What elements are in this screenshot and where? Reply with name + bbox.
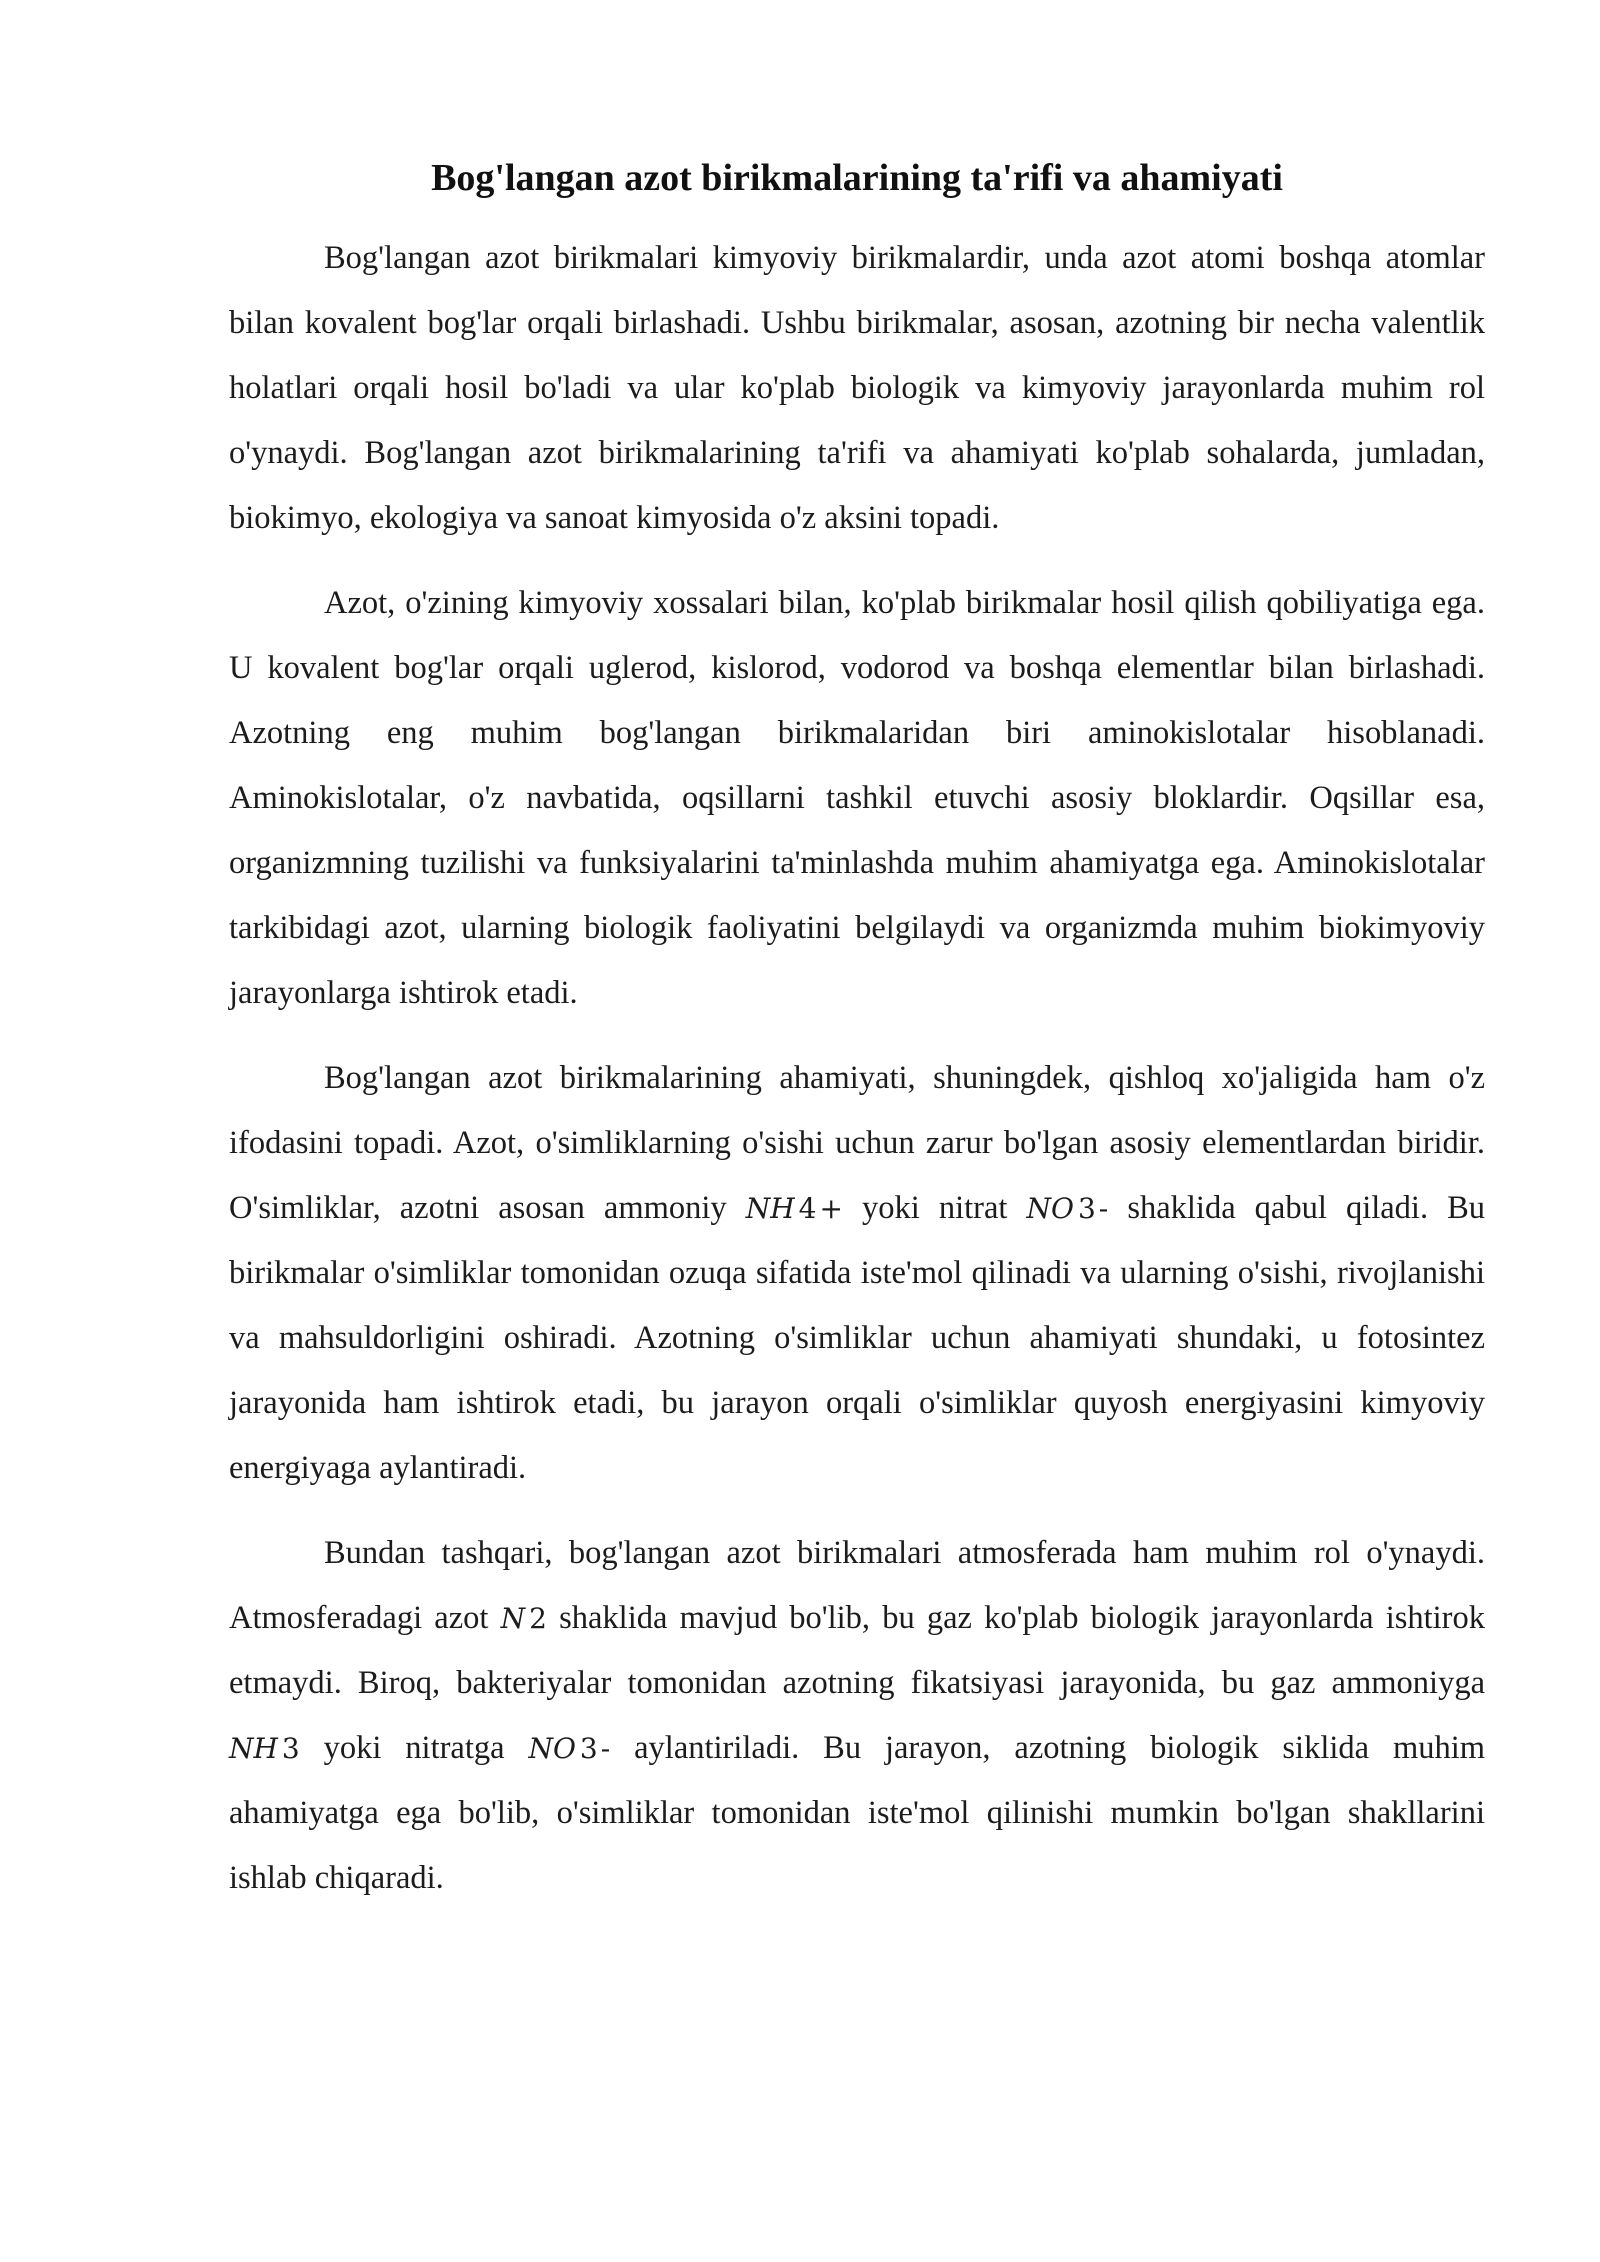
formula-ammonium bbox=[746, 1192, 843, 1225]
formula-ammonia bbox=[229, 1732, 300, 1765]
document-title: Bog'langan azot birikmalarining ta'rifi va ahamiyati bbox=[431, 157, 1283, 199]
paragraph-4-text-1: Bundan tashqari, bog'langan azot birikmalari atmosferada ham muhim rol o'ynaydi. Atmosferadagi azot bbox=[229, 1535, 1485, 1636]
paragraph-3-text-3: shaklida qabul qiladi. Bu birikmalar o'simliklar tomonidan ozuqa sifatida iste'mol qilinadi va ularning o'sishi, rivojlanishi va mahsuldorligini oshiradi. Azotning o'simliklar uchun ahamiyati shundaki, u fotosintez jarayonida ham ishtirok etadi, bu jarayon orqali o'simliklar quyosh energiyasini kimyoviy energiyaga aylantiradi. bbox=[229, 1190, 1486, 1486]
document-body bbox=[229, 150, 1485, 1931]
paragraph-3-text-1: Bog'langan azot birikmalarining ahamiyati, shuningdek, qishloq xo'jaligida ham o'z ifodasini topadi. Azot, o'simliklarning o'sishi uchun zarur bo'lgan asosiy elementlardan biridir. O'simliklar, azotni asosan ammoniy bbox=[229, 1060, 1485, 1226]
formula-nitrate-2 bbox=[528, 1732, 610, 1765]
formula-nitrogen bbox=[501, 1602, 547, 1635]
formula-ammonium-symbol: NH bbox=[745, 1192, 795, 1225]
formula-ammonia-index: 3 bbox=[281, 1732, 300, 1765]
paragraph-1: Bog'langan azot birikmalari kimyoviy birikmalardir, unda azot atomi boshqa atomlar bilan kovalent bog'lar orqali birlashadi. Ushbu birikmalar, asosan, azotning bir necha valentlik holatlari orqali hosil bo'ladi va ular ko'plab biologik va kimyoviy jarayonlarda muhim rol o'ynaydi. Bog'langan azot birikmalarining ta'rifi va ahamiyati ko'plab sohalarda, jumladan, biokimyo, ekologiya va sanoat kimyosida o'z aksini topadi. bbox=[229, 240, 1485, 536]
formula-ammonium-index: 4 bbox=[798, 1192, 817, 1225]
paragraph-4 bbox=[229, 1521, 1485, 1911]
formula-nitrate-index: 3 bbox=[1077, 1192, 1096, 1225]
formula-nitrate-2-symbol: NO bbox=[528, 1732, 576, 1765]
formula-ammonium-charge: + bbox=[819, 1192, 843, 1225]
formula-nitrate bbox=[1027, 1192, 1109, 1225]
paragraph-3 bbox=[229, 1046, 1485, 1501]
formula-nitrate-2-charge: - bbox=[600, 1732, 611, 1765]
formula-nitrate-symbol: NO bbox=[1026, 1192, 1074, 1225]
paragraph-4-text-2: shaklida mavjud bo'lib, bu gaz ko'plab biologik jarayonlarda ishtirok etmaydi. Biroq, bakteriyalar tomonidan azotning fikatsiyasi jarayonida, bu gaz ammoniyga bbox=[229, 1600, 1486, 1701]
formula-nitrogen-index: 2 bbox=[529, 1602, 547, 1635]
formula-ammonia-symbol: NH bbox=[229, 1732, 278, 1765]
formula-nitrate-charge: - bbox=[1098, 1192, 1109, 1225]
paragraph-4-text-4: aylantiriladi. Bu jarayon, azotning biologik siklida muhim ahamiyatga ega bo'lib, o'simliklar tomonidan iste'mol qilinishi mumkin bo'lgan shakllarini ishlab chiqaradi. bbox=[229, 1730, 1486, 1896]
formula-nitrate-2-index: 3 bbox=[579, 1732, 598, 1765]
paragraph-3-text-2: yoki nitrat bbox=[862, 1190, 1008, 1226]
paragraph-4-text-3: yoki nitratga bbox=[323, 1730, 505, 1766]
formula-nitrogen-symbol: N bbox=[500, 1602, 526, 1635]
paragraph-2: Azot, o'zining kimyoviy xossalari bilan, ko'plab birikmalar hosil qilish qobiliyatiga ega. U kovalent bog'lar orqali uglerod, kislorod, vodorod va boshqa elementlar bilan birlashadi. Azotning eng muhim bog'langan birikmalaridan biri aminokislotalar hisoblanadi. Aminokislotalar, o'z navbatida, oqsillarni tashkil etuvchi asosiy bloklardir. Oqsillar esa, organizmning tuzilishi va funksiyalarini ta'minlashda muhim ahamiyatga ega. Aminokislotalar tarkibidagi azot, ularning biologik faoliyatini belgilaydi va organizmda muhim biokimyoviy jarayonlarga ishtirok etadi. bbox=[229, 585, 1485, 1011]
